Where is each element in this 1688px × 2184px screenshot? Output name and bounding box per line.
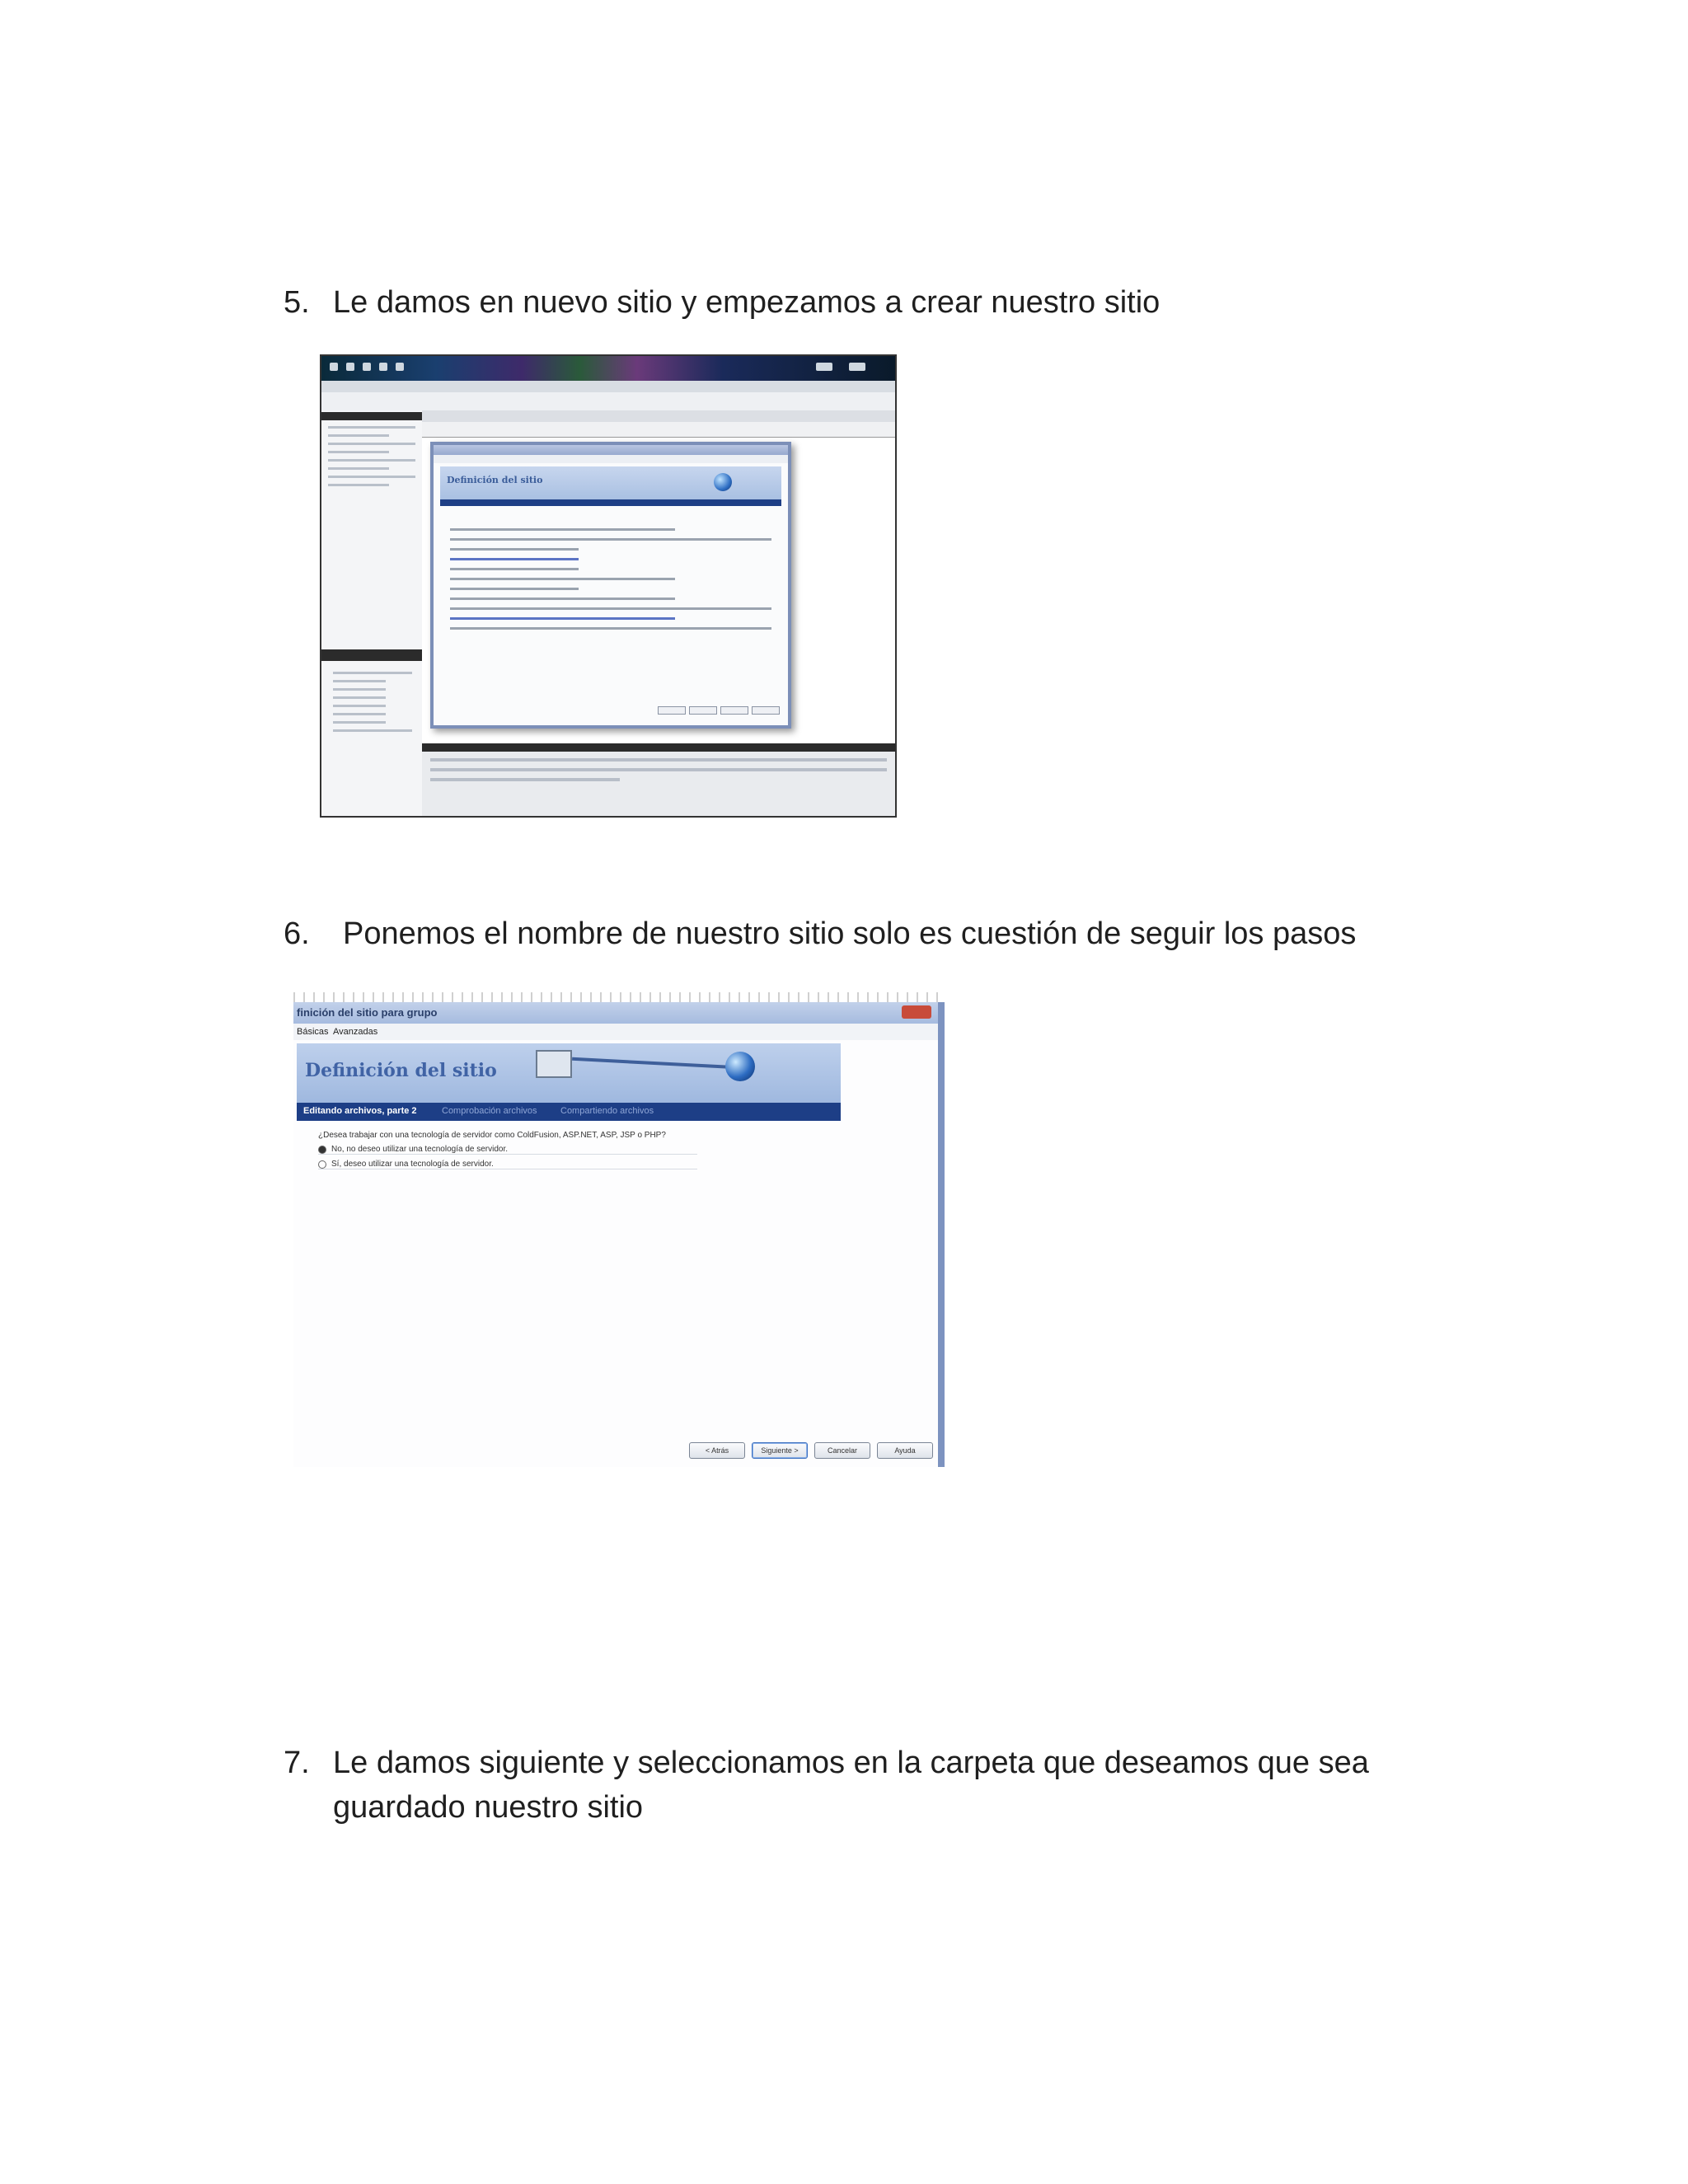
dialog-tabs bbox=[293, 1024, 938, 1040]
step-text: Ponemos el nombre de nuestro sitio solo es cuestión de seguir los pasos bbox=[343, 916, 1357, 951]
menu-bar bbox=[321, 381, 895, 392]
step-number: 5. bbox=[284, 285, 310, 320]
dialog-title: finición del sitio para grupo bbox=[297, 1006, 438, 1019]
wizard-step: Comprobación archivos bbox=[442, 1106, 537, 1116]
left-panel bbox=[321, 410, 424, 816]
screenshot-dreamweaver-new-site bbox=[320, 354, 897, 818]
option-no-server[interactable] bbox=[318, 1145, 697, 1155]
cancel-button[interactable]: Cancelar bbox=[814, 1442, 870, 1459]
toolbar bbox=[321, 392, 895, 411]
properties-panel bbox=[422, 743, 895, 816]
step-text: Le damos en nuevo sitio y empezamos a crear nuestro sitio bbox=[333, 285, 1160, 320]
wizard-buttons bbox=[689, 1442, 933, 1459]
wizard-banner bbox=[297, 1043, 841, 1103]
server-technology-question: ¿Desea trabajar con una tecnología de servidor como ColdFusion, ASP.NET, ASP, JSP o PHP? bbox=[318, 1131, 666, 1140]
app-title-bar bbox=[321, 356, 895, 381]
connection-line bbox=[572, 1057, 737, 1069]
help-button[interactable]: Ayuda bbox=[877, 1442, 933, 1459]
site-definition-dialog bbox=[430, 442, 791, 729]
option-yes-server[interactable] bbox=[318, 1160, 697, 1169]
globe-icon bbox=[725, 1052, 755, 1081]
tab-advanced[interactable]: Avanzadas bbox=[333, 1027, 378, 1037]
globe-icon bbox=[714, 473, 732, 491]
wizard-step: Compartiendo archivos bbox=[560, 1106, 654, 1116]
wizard-steps bbox=[297, 1103, 841, 1121]
step-number: 6. bbox=[284, 916, 310, 951]
step-number: 7. bbox=[284, 1746, 310, 1780]
computer-icon bbox=[536, 1050, 572, 1078]
radio-button[interactable] bbox=[318, 1146, 326, 1154]
option-label: Sí, deseo utilizar una tecnología de servidor. bbox=[331, 1160, 494, 1169]
dialog-banner bbox=[440, 466, 781, 499]
dialog-banner-title: Definición del sitio bbox=[447, 475, 543, 485]
wizard-step-current: Editando archivos, parte 2 bbox=[303, 1106, 417, 1116]
radio-button[interactable] bbox=[318, 1160, 326, 1169]
wizard-banner-title: Definición del sitio bbox=[305, 1060, 497, 1081]
document-area bbox=[422, 410, 895, 752]
wizard-body bbox=[318, 1131, 928, 1169]
dialog-title-bar bbox=[293, 1002, 938, 1024]
close-icon[interactable] bbox=[902, 1005, 931, 1019]
screenshot-site-definition-wizard bbox=[293, 992, 945, 1467]
back-button[interactable]: < Atrás bbox=[689, 1442, 745, 1459]
step-text-line-2: guardado nuestro sitio bbox=[333, 1790, 644, 1825]
next-button[interactable]: Siguiente > bbox=[752, 1442, 808, 1459]
step-text-line-1: Le damos siguiente y seleccionamos en la carpeta que deseamos que sea bbox=[333, 1746, 1369, 1780]
option-label: No, no deseo utilizar una tecnología de servidor. bbox=[331, 1145, 509, 1154]
tab-basic[interactable]: Básicas bbox=[297, 1027, 329, 1037]
